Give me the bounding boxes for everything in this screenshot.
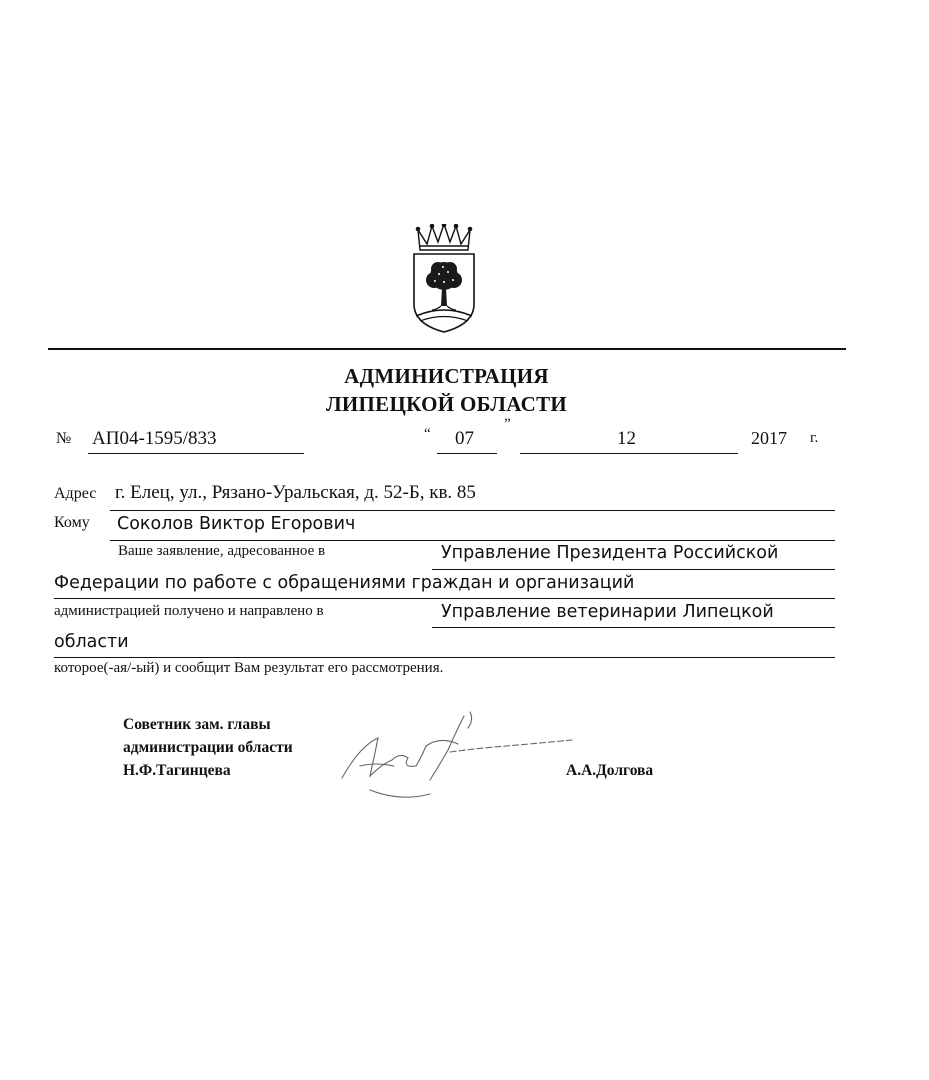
reg-number-underline <box>88 453 304 454</box>
addressed-underline-2 <box>54 598 835 599</box>
sent-value-line1: Управление ветеринарии Липецкой <box>441 602 774 622</box>
date-day: 07 <box>455 428 474 449</box>
recipient-label: Кому <box>54 514 90 531</box>
number-sign: № <box>56 430 72 447</box>
reg-number: АП04-1595/833 <box>92 428 217 449</box>
date-month-underline <box>520 453 738 454</box>
sent-underline-1 <box>432 627 835 628</box>
address-underline <box>110 510 835 511</box>
sent-value-line2: области <box>54 632 129 652</box>
signatory-name: А.А.Долгова <box>566 762 654 779</box>
addressed-label: Ваше заявление, адресованное в <box>118 543 326 559</box>
org-title-line2: ЛИПЕЦКОЙ ОБЛАСТИ <box>325 392 568 416</box>
recipient-value: Соколов Виктор Егорович <box>117 514 356 534</box>
coat-of-arms-icon <box>408 224 480 334</box>
sent-label: администрацией получено и направлено в <box>54 603 324 619</box>
sent-underline-2 <box>54 657 835 658</box>
closing-text: которое(-ая/-ый) и сообщит Вам результат его рассмотрения. <box>54 660 444 676</box>
signatory-position-line3: Н.Ф.Тагинцева <box>123 762 231 779</box>
addressed-value-line1: Управление Президента Российской <box>441 543 779 563</box>
org-title-line1: АДМИНИСТРАЦИЯ <box>344 364 549 388</box>
recipient-underline <box>110 540 835 541</box>
address-value: г. Елец, ул., Рязано-Уральская, д. 52-Б, кв. 85 <box>115 482 476 503</box>
signatory-position-line1: Советник зам. главы <box>123 716 271 733</box>
addressed-value-line2: Федерации по работе с обращениями граждан и организаций <box>54 573 635 593</box>
date-year-suffix: г. <box>810 430 819 446</box>
signatory-position-line2: администрации области <box>123 739 293 756</box>
addressed-underline-1 <box>432 569 835 570</box>
date-quote-close: ” <box>504 416 511 432</box>
handwritten-signature-icon <box>330 706 580 806</box>
date-year: 2017 <box>751 428 787 448</box>
address-label: Адрес <box>54 485 97 502</box>
date-quote-open: “ <box>424 426 431 442</box>
header-rule <box>48 348 846 350</box>
date-month: 12 <box>617 428 636 449</box>
date-day-underline <box>437 453 497 454</box>
